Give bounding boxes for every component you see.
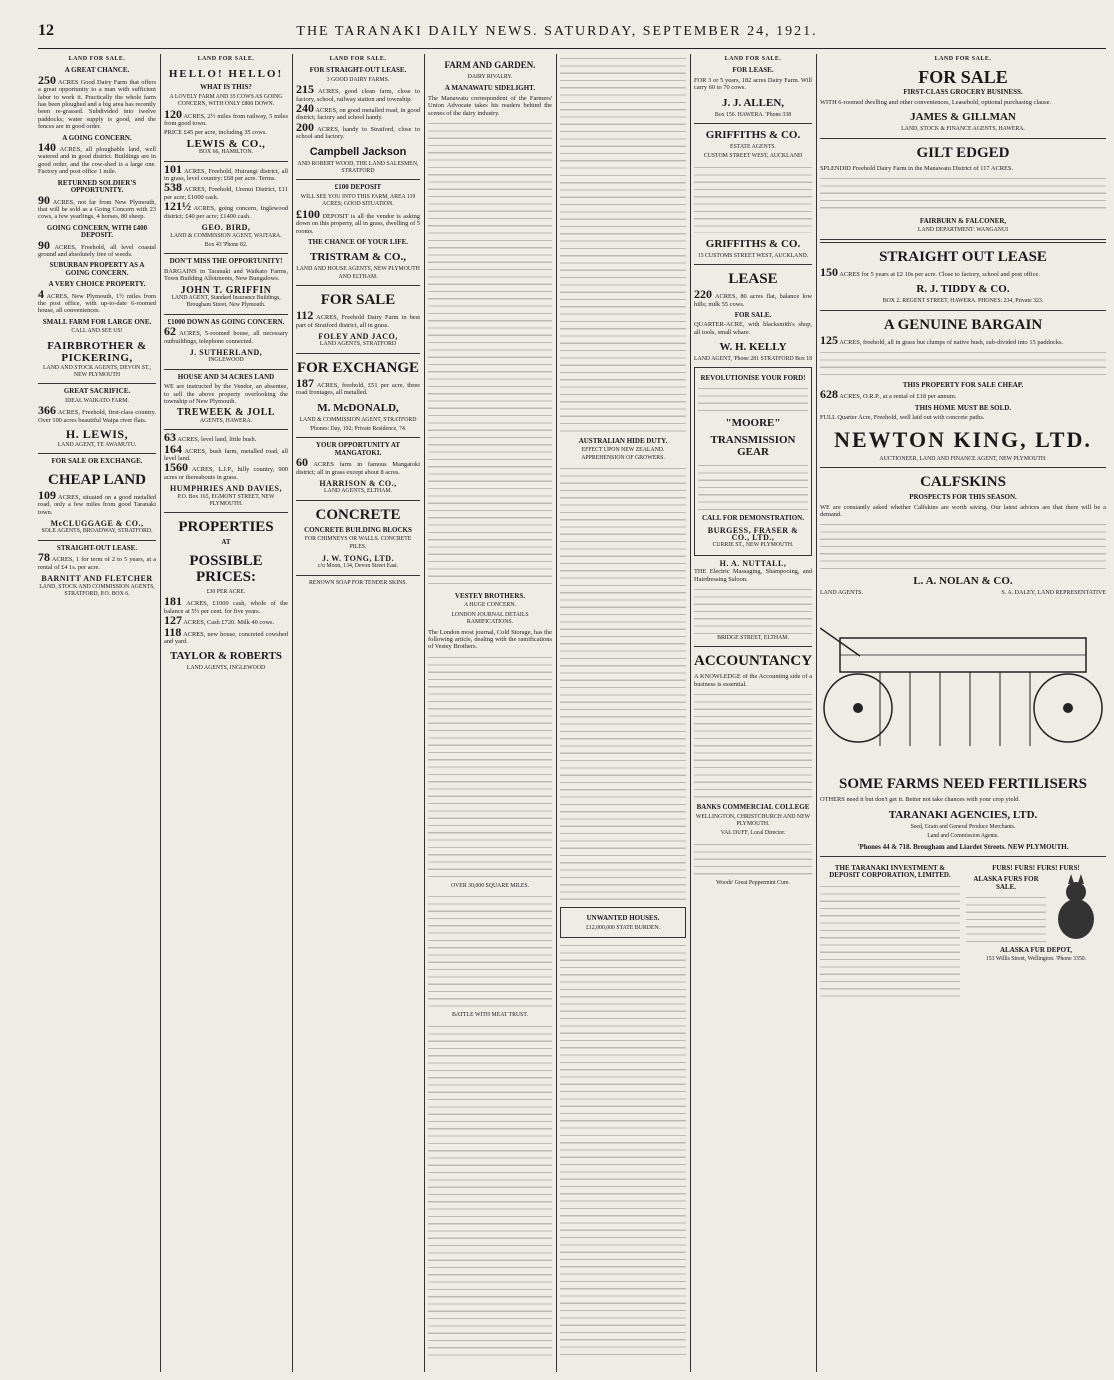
article-subheading: £12,000,000 STATE BURDEN. xyxy=(585,924,661,931)
agent-name: JOHN T. GRIFFIN xyxy=(180,284,272,296)
ad-heading: HOUSE AND 34 ACRES LAND xyxy=(177,372,275,381)
article-heading: A MANAWATU SIDELIGHT. xyxy=(444,84,536,93)
divider xyxy=(820,856,1106,857)
ad-heading: THIS HOME MUST BE SOLD. xyxy=(914,403,1012,412)
listing: 78 ACRES, 1 for term of 2 to 5 years, at a rental of £4 1s. per acre. xyxy=(38,550,156,571)
article-heading: VESTEY BROTHERS. xyxy=(454,592,526,601)
display-heading: A GENUINE BARGAIN xyxy=(883,316,1043,333)
agent-name: HUMPHRIES AND DAVIES, xyxy=(170,484,282,494)
listing: 538 ACRES, Freehold, Urenui District, £11 per acre; £1000 cash. xyxy=(164,180,288,201)
display-heading: NEWTON KING, LTD. xyxy=(834,426,1092,452)
agent-footer xyxy=(820,590,1106,597)
divider xyxy=(296,575,420,576)
agent-address: Seed, Grain and General Produce Merchants. xyxy=(910,823,1016,830)
ad-body: WE are constantly asked whether Calfskins are worth saving. Our latest advices are that there will be a demand. xyxy=(820,503,1106,518)
agent-name: BARNITT AND FLETCHER xyxy=(41,574,153,584)
agent-name: ALASKA FUR DEPOT, xyxy=(999,945,1073,954)
listing: 200 ACRES, handy to Stratford, close to school and factory. xyxy=(296,119,420,141)
ad-text-block xyxy=(694,840,812,880)
article-heading: UNWANTED HOUSES. xyxy=(586,914,660,923)
ad-heading: REVOLUTIONISE YOUR FORD! xyxy=(700,373,806,382)
display-heading: LEASE xyxy=(728,271,778,288)
agent-address: INGLEWOOD xyxy=(208,357,244,364)
divider xyxy=(164,253,288,254)
ad-heading: SUBURBAN PROPERTY AS A GOING CONCERN. xyxy=(49,261,145,277)
ad-heading: FOR STRAIGHT-OUT LEASE. xyxy=(309,66,407,75)
agent-address: BOX 66, HAMILTON. xyxy=(198,149,254,156)
listing: 181 ACRES, £1000 cash, whole of the balance at 5½ per cent. for five years. xyxy=(164,594,288,615)
listing: 164 ACRES, bush farm, metalled road, all level land. xyxy=(164,441,288,463)
listing: 187 ACRES, freehold, £51 per acre, three road frontages, all metalled. xyxy=(296,375,420,397)
agent-address: CUSTOM STREET WEST, AUCKLAND xyxy=(703,153,803,160)
agent-representative: S. A. DALEY, LAND REPRESENTATIVE xyxy=(1001,590,1106,597)
column-7 xyxy=(820,54,1106,1372)
ad-heading: A VERY CHOICE PROPERTY. xyxy=(48,280,146,289)
display-heading: FOR SALE xyxy=(918,67,1008,88)
ad-heading: GOING CONCERN, WITH £400 DEPOSIT. xyxy=(46,223,148,240)
article-text-block xyxy=(560,54,686,434)
agent-name: M. McDONALD, xyxy=(317,401,399,414)
divider xyxy=(296,179,420,180)
column-rule xyxy=(424,54,425,1372)
agent-name: J. W. TONG, LTD. xyxy=(321,554,395,564)
agent-address: LAND, STOCK AND COMMISSION AGENTS, STRATFORD, P.O. BOX 6. xyxy=(39,583,155,597)
ad-heading: FURS! FURS! FURS! FURS! xyxy=(992,863,1080,872)
divider xyxy=(820,239,1106,243)
agent-address: AND ROBERT WOOD, THE LAND SALESMEN, STRATFORD xyxy=(297,160,419,175)
ad-subheading: FOR CHIMNEYS OR WALLS. CONCRETE PILES. xyxy=(304,536,412,550)
ad-heading: FOR SALE. xyxy=(734,311,772,320)
ad-text-block xyxy=(966,893,1046,943)
ad-heading: £1000 DOWN AS GOING CONCERN. xyxy=(167,317,285,326)
listing: 127 ACRES, Cash £720. Milk 40 cows. xyxy=(164,613,275,628)
agent-name: BANKS COMMERCIAL COLLEGE xyxy=(696,803,810,812)
agent-address: LAND AND STOCK AGENTS, DEVON ST., NEW PLYMOUTH xyxy=(43,364,151,378)
ad-heading: FOR LEASE. xyxy=(732,66,774,75)
agent-address: Box 156. HAWERA. 'Phone 338 xyxy=(714,111,792,118)
agent-name: W. H. KELLY xyxy=(719,341,787,354)
article-text-block xyxy=(428,892,552,1012)
listing: 109 ACRES, situated on a good metalled road, only a few miles from good Taranaki town. xyxy=(38,487,156,516)
display-heading: SOME FARMS NEED FERTILISERS xyxy=(839,776,1087,793)
ad-body: FOR 3 or 5 years, 182 acres Dairy Farm. Will carry 60 to 70 cows. xyxy=(694,76,812,92)
column-1 xyxy=(38,54,156,1372)
section-heading: LAND FOR SALE. xyxy=(197,56,255,62)
ad-heading: WHAT IS THIS? xyxy=(200,83,252,92)
ad-body: THE Electric Massaging, Shampooing, and Hairdressing Saloon. xyxy=(694,568,812,583)
agent-address: LAND AGENT, 'Phone 281 STRATFORD Box 18 xyxy=(694,356,812,363)
divider xyxy=(164,429,288,430)
agent-address: SOLE AGENTS, BROADWAY, STRATFORD. xyxy=(41,528,153,535)
divider xyxy=(694,264,812,265)
section-heading: LAND FOR SALE. xyxy=(329,56,387,62)
agent-address: LAND AND HOUSE AGENTS, NEW PLYMOUTH AND ELTHAM. xyxy=(296,266,420,280)
ad-heading: AT xyxy=(221,538,231,547)
agent-address: BRIDGE STREET, ELTHAM. xyxy=(717,634,789,641)
agent-address: Land and Commission Agents. xyxy=(927,832,999,839)
agent-name: TARANAKI AGENCIES, LTD. xyxy=(888,808,1038,821)
agent-address: P.O. Box 165, EGMONT STREET, NEW PLYMOUTH. xyxy=(177,493,275,508)
agent-address: c/o Moon, 134, Devon Street East. xyxy=(317,563,399,570)
divider xyxy=(694,646,812,647)
agent-name: J. J. ALLEN, xyxy=(721,96,785,109)
listing: 90 ACRES, Freehold, all level coastal ground and absolutely free of weeds. xyxy=(38,237,156,258)
column-rule xyxy=(292,54,293,1372)
listing: 101 ACRES, Freehold, Huirangi district, all in grass, level country; £68 per acre. Terms. xyxy=(164,161,288,183)
agent-address: LAND AGENTS, ELTHAM. xyxy=(323,488,393,495)
agent-name: FAIRBURN & FALCONER, xyxy=(919,217,1007,226)
listing: 240 ACRES, on good metalled road, in good district; factory and school handy. xyxy=(296,101,420,122)
article-text-block xyxy=(428,119,552,589)
ad-body: WITH 6-roomed dwelling and other conveniences, Leasehold, optional purchasing clause. xyxy=(820,98,1052,106)
article-text-block xyxy=(560,941,686,1361)
agent-phone: 'Phones 44 & 718. Brougham and Liardet Streets. NEW PLYMOUTH. xyxy=(857,843,1069,852)
divider xyxy=(296,285,420,286)
agent-name: R. J. TIDDY & CO. xyxy=(916,283,1010,296)
agent-name: L. A. NOLAN & CO. xyxy=(913,575,1013,588)
article-text-block xyxy=(560,464,686,904)
divider xyxy=(820,138,1106,139)
ad-heading: A GOING CONCERN. xyxy=(62,133,132,142)
column-rule xyxy=(816,54,817,1372)
listing: 140 ACRES, all ploughable land, well watered and in good district. Buildings are in good order, and the cow-shed is a large one. Factory and post office 1 mile. xyxy=(38,140,156,176)
ad-text-block xyxy=(694,163,812,233)
listing: 4 ACRES, New Plymouth, 1½ miles from the post office, with up-to-date 6-roomed house, all conveniences. xyxy=(38,286,156,315)
agent-address: BOX 2. REGENT STREET, HAWERA. PHONES: 234, Private 323. xyxy=(882,298,1044,305)
display-heading: "MOORE" xyxy=(725,417,781,430)
ad-subheading: £30 PER ACRE. xyxy=(206,588,246,595)
agent-address: 153 Willis Street, Wellington. 'Phone 3350. xyxy=(985,956,1087,963)
agent-address: LAND AGENT, Standard Insurance Buildings, Brougham Street, New Plymouth. xyxy=(171,294,281,309)
listing: 112 ACRES, Freehold Dairy Farm in best part of Stratford district, all in grass. xyxy=(296,308,420,329)
agent-name: HARRISON & CO., xyxy=(319,479,397,488)
investment-advert xyxy=(820,861,960,1002)
divider xyxy=(820,310,1106,311)
section-heading: FARM AND GARDEN. xyxy=(444,60,536,70)
agent-address: LAND AGENTS, STRATFORD xyxy=(319,341,397,348)
divider xyxy=(38,453,156,454)
fertiliser-drill-illustration xyxy=(820,598,1106,768)
display-heading: CHEAP LAND xyxy=(48,471,146,488)
ad-heading: SMALL FARM FOR LARGE ONE. xyxy=(42,317,152,326)
agent-label: LAND AGENTS. xyxy=(820,590,863,597)
ad-subheading: IDEAL WAIKATO FARM. xyxy=(65,397,129,404)
ad-heading: YOUR OPPORTUNITY AT MANGATOKI. xyxy=(315,441,401,457)
divider xyxy=(820,467,1106,468)
article-body: The Manawatu correspondent of the Farmers' Union Advocate takes his readers behind the scenes of the dairy industry. xyxy=(428,94,552,117)
divider xyxy=(296,353,420,354)
ad-heading: RETURNED SOLDIER'S OPPORTUNITY. xyxy=(57,178,137,195)
fox-illustration xyxy=(1046,874,1106,944)
agent-name: FAIRBROTHER & PICKERING, xyxy=(47,339,147,364)
agent-name: Campbell Jackson xyxy=(309,145,407,158)
ad-body: OTHERS need it but don't get it. Better not take chances with your crop yield. xyxy=(820,796,1020,804)
masthead xyxy=(0,18,1114,48)
ad-heading: £100 DEPOSIT xyxy=(334,183,382,192)
agent-name: TAYLOR & ROBERTS xyxy=(169,650,283,663)
ad-heading: FOR SALE OR EXCHANGE. xyxy=(51,457,143,466)
article-heading: AUSTRALIAN HIDE DUTY. xyxy=(578,437,668,445)
ad-heading: THE CHANCE OF YOUR LIFE. xyxy=(307,237,409,246)
ad-text-block xyxy=(820,882,960,1002)
divider xyxy=(694,123,812,124)
agent-address: AUCTIONEER, LAND AND FINANCE AGENT, NEW PLYMOUTH. xyxy=(879,455,1047,462)
ad-heading: THIS PROPERTY FOR SALE CHEAP. xyxy=(902,381,1024,390)
article-box xyxy=(560,907,686,938)
column-rule xyxy=(556,54,557,1372)
agent-address: WELLINGTON, CHRISTCHURCH AND NEW PLYMOUTH. xyxy=(695,813,811,827)
ad-subheading: RENOWN SOAP FOR TENDER SKINS. xyxy=(308,579,408,586)
listing: 121½ ACRES, going concern, Inglewood district; £40 per acre; £1400 cash. xyxy=(164,199,288,220)
divider xyxy=(164,314,288,315)
listing: 220 ACRES, 80 acres flat, balance low hills; milk 55 cows. xyxy=(694,287,812,308)
column-4 xyxy=(428,54,552,1372)
agent-address: LAND AGENT, TE AWAMUTU. xyxy=(57,442,137,449)
display-heading: TRANSMISSION GEAR xyxy=(710,434,796,459)
display-heading: PROPERTIES xyxy=(178,519,274,536)
agent-phone: Box 43 'Phone 82. xyxy=(204,241,248,248)
listing: 90 ACRES, not far from New Plymouth, that will be sold as a Going Concern with 23 cows, a few yearlings, 4 horses, 80 sheep. xyxy=(38,192,156,221)
ad-body: WE are instructed by the Vendor, an absentee, to sell the above property overlooking the township of New Plymouth. xyxy=(164,383,288,405)
column-rule xyxy=(690,54,691,1372)
listing: £100 DEPOSIT is all the vendor is asking down on this property, all in grass, dwelling of 5 rooms. xyxy=(296,206,420,235)
ad-body: FULL Quarter Acre, Freehold, well laid out with concrete paths. xyxy=(820,414,985,422)
ad-heading: PROSPECTS FOR THIS SEASON. xyxy=(909,493,1017,502)
article-subheading: BATTLE WITH MEAT TRUST. xyxy=(452,1012,528,1019)
article-body: The London most journal, Cold Storage, has the following article, dealing with the ramifications of Vestey Brothers. xyxy=(428,628,552,651)
ad-heading: CALL FOR DEMONSTRATION. xyxy=(702,514,804,523)
agent-name: JAMES & GILLMAN xyxy=(910,111,1016,124)
listing: 63 ACRES, level land, little bush. xyxy=(164,430,257,445)
ad-heading: STRAIGHT-OUT LEASE. xyxy=(56,543,138,552)
agent-name: TREWEEK & JOLL xyxy=(176,407,276,419)
display-heading: CALFSKINS xyxy=(920,474,1006,491)
newspaper-title: THE TARANAKI DAILY NEWS. SATURDAY, SEPTEMBER 24, 1921. xyxy=(296,24,818,39)
ad-heading: CONCRETE BUILDING BLOCKS xyxy=(304,525,412,534)
divider xyxy=(38,540,156,541)
listing: 125 ACRES, freehold, all in grass but clumps of native bush, sub-divided into 15 paddocks. xyxy=(820,332,1064,347)
article-text-block xyxy=(428,1022,552,1362)
ad-text-block xyxy=(820,520,1106,570)
column-5 xyxy=(560,54,686,1372)
agent-name: McCLUGGAGE & CO., xyxy=(50,519,144,529)
agent-name: FOLEY AND JACO, xyxy=(318,331,398,341)
display-heading: STRAIGHT OUT LEASE xyxy=(879,248,1047,265)
article-text-block xyxy=(428,653,552,883)
ad-body: A KNOWLEDGE of the Accounting side of a business is essential. xyxy=(694,673,812,688)
article-subheading: LONDON JOURNAL DETAILS RAMIFICATIONS. xyxy=(451,611,529,626)
article-subheading: A HUGE CONCERN. xyxy=(463,602,516,609)
display-heading: POSSIBLE PRICES: xyxy=(189,552,263,585)
agent-name: TRISTRAM & CO., xyxy=(310,251,406,264)
agent-address: ESTATE AGENTS. xyxy=(730,144,776,151)
ad-subheading: 3 GOOD DAIRY FARMS. xyxy=(326,76,390,83)
divider xyxy=(164,161,288,162)
ad-subheading: WILL SEE YOU INTO THIS FARM, AREA 119 ACRES; GOOD SITUATION. xyxy=(300,193,416,208)
display-heading: FOR EXCHANGE xyxy=(296,359,420,376)
display-heading: ACCOUNTANCY xyxy=(694,653,812,670)
ad-heading: GREAT SACRIFICE. xyxy=(63,387,131,396)
ad-text-block xyxy=(820,348,1106,378)
listing-price: PRICE £45 per acre, including 35 cows. xyxy=(164,129,267,137)
divider xyxy=(164,369,288,370)
agent-name: LEWIS & CO., xyxy=(186,137,266,150)
section-heading: LAND FOR SALE. xyxy=(68,56,126,62)
ad-text-block xyxy=(698,461,808,511)
agent-name: GRIFFITHS & CO. xyxy=(705,237,801,250)
listing: 215 ACRES, good clean farm, close to factory, school, railway station and township. xyxy=(296,82,420,103)
article-subheading: OVER 30,000 SQUARE MILES. xyxy=(450,882,530,889)
transmission-advert xyxy=(694,367,812,556)
masthead-rule xyxy=(38,48,1106,49)
ad-heading: A GREAT CHANCE. xyxy=(64,66,130,75)
agent-address: CURRIE ST., NEW PLYMOUTH. xyxy=(712,542,794,549)
listing: 1560 ACRES, L.I.P., hilly country, 900 acres or thereabouts in grass. xyxy=(164,460,288,481)
ad-heading: FIRST-CLASS GROCERY BUSINESS. xyxy=(903,88,1023,97)
agent-address: LAND, STOCK & FINANCE AGENTS, HAWERA. xyxy=(901,126,1025,133)
divider xyxy=(296,437,420,438)
display-heading: GILT EDGED xyxy=(916,144,1010,161)
agent-phone: 'Phones: Day, 192; Private Residence, 74. xyxy=(309,425,407,432)
ad-text-block xyxy=(694,585,812,635)
column-6 xyxy=(694,54,812,1372)
ad-text-block xyxy=(820,174,1106,214)
listing: 60 ACRES farm in famous Mangatoki district; all in grass except about 8 acres. xyxy=(296,455,420,476)
column-rule xyxy=(160,54,161,1372)
ad-text-block xyxy=(698,384,808,412)
furs-advert xyxy=(966,861,1106,1002)
ad-body: BARGAINS in Taranaki and Waikato Farms, Town Building Allotments, New Bungalows. xyxy=(164,267,288,283)
column-2 xyxy=(164,54,288,1372)
bottom-adverts xyxy=(820,861,1106,1002)
agent-name: J. SUTHERLAND, xyxy=(189,347,263,357)
column-3 xyxy=(296,54,420,1372)
display-heading: FOR SALE xyxy=(320,292,396,309)
listing: 150 ACRES for 5 years at £2 10s per acre. Close to factory, school and post office. xyxy=(820,264,1040,279)
ad-text-block xyxy=(694,690,812,800)
agent-name: GEO. BIRD, xyxy=(201,223,251,233)
agent-address: LAND & COMMISSION AGENT, STRATFORD xyxy=(299,416,417,423)
display-heading: HELLO! HELLO! xyxy=(168,68,284,81)
display-heading: CONCRETE xyxy=(315,506,401,523)
agent-address: 15 CUSTOMS STREET WEST, AUCKLAND. xyxy=(697,252,809,259)
ad-body: QUARTER-ACRE, with blacksmith's shop, all tools, small whare. xyxy=(694,321,812,336)
agent-address: LAND AGENTS, INGLEWOOD xyxy=(186,665,266,672)
section-heading: LAND FOR SALE. xyxy=(724,56,782,62)
agent-name: GRIFFITHS & CO. xyxy=(705,129,801,142)
agent-address: LAND & COMMISSION AGENT, WAITARA. xyxy=(170,232,282,239)
listing: 366 ACRES, Freehold, first-class country. Over 100 acres beautiful Waipa river flats. xyxy=(38,403,156,424)
divider xyxy=(296,500,420,501)
ad-body: SPLENDID Freehold Dairy Farm in the Manawatu District of 117 ACRES. xyxy=(820,164,1014,172)
ad-subheading: A LOVELY FARM AND 35 COWS AS GOING CONCERN, WITH ONLY £800 DOWN. xyxy=(169,93,283,108)
agent-name: H. A. NUTTALL, xyxy=(719,558,787,568)
divider xyxy=(164,512,288,513)
listing: 628 ACRES, O.R.P., at a rental of £18 per annum. xyxy=(820,387,957,402)
listing: 250 ACRES Good Dairy Farm that offers a great opportunity to a man with sufficient labor to work it. Practically the whole farm has been ploughed and a big area has recently been re-grassed. Subdivided into twelve paddocks; water supply is good, and the fences are in good order. xyxy=(38,72,156,131)
agent-address: AGENTS, HAWERA. xyxy=(199,417,253,424)
page-number: 12 xyxy=(38,22,54,39)
agent-name: BURGESS, FRASER & CO., LTD., xyxy=(707,525,799,542)
listing: 118 ACRES, new house, concreted cowshed and yard. xyxy=(164,624,288,645)
listing: 120 ACRES, 2½ miles from railway, 5 miles from good town. xyxy=(164,106,288,128)
call-line: CALL AND SEE US! xyxy=(71,328,123,335)
agent-contact: VAL DUFF, Local Director. xyxy=(720,830,786,837)
ad-heading: THE TARANAKI INVESTMENT & DEPOSIT CORPORATION, LIMITED. xyxy=(829,863,951,880)
listing: 62 ACRES, 5-roomed house, all necessary outbuildings, telephone connected. xyxy=(164,324,288,345)
ad-heading: DON'T MISS THE OPPORTUNITY! xyxy=(169,257,283,266)
divider xyxy=(38,383,156,384)
section-heading: LAND FOR SALE. xyxy=(934,56,992,62)
agent-name: H. LEWIS, xyxy=(65,427,129,442)
article-subheading: EFFECT UPON NEW ZEALAND. APPREHENSION OF GROWERS. xyxy=(581,447,665,461)
ad-footer: Woods' Great Peppermint Cure. xyxy=(716,879,790,886)
agent-address: LAND DEPARTMENT: WANGANUI xyxy=(917,227,1009,234)
ad-heading: ALASKA FURS FOR SALE. xyxy=(973,875,1039,891)
article-subheading: DAIRY RIVALRY. xyxy=(467,74,513,80)
